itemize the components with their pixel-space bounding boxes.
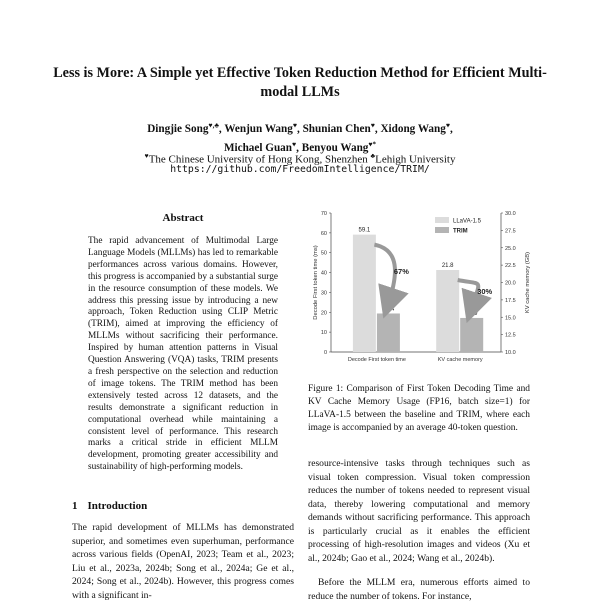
paper-title: Less is More: A Simple yet Effective Token Reduction Method for Efficient Multi-modal LLMs bbox=[53, 65, 547, 100]
figure-1-chart bbox=[305, 205, 537, 377]
bar bbox=[377, 313, 400, 352]
y-tick-label: 70 bbox=[320, 211, 327, 217]
bar bbox=[460, 318, 483, 352]
data-label: 19.4 bbox=[382, 306, 395, 313]
y2-tick-label: 22.5 bbox=[505, 263, 516, 270]
figure-caption: Figure 1: Comparison of First Token Decoding Time and KV Cache Memory Usage (FP16, batch size=1) for LLaVA-1.5 between the baseline and TRIM, where each image is accompanied by an average 40-token question. bbox=[308, 384, 530, 433]
author: Benyou Wang♥* bbox=[301, 140, 377, 154]
bar bbox=[436, 270, 459, 352]
y2-tick-label: 30.0 bbox=[505, 211, 516, 217]
author: Xidong Wang♥, bbox=[380, 121, 453, 135]
intro-paragraph: The rapid development of MLLMs has demonstrated superior, and sometimes even superhuman, performance across various fields (OpenAI, 2023; Team et al., 2023; Liu et al., 2023a, 2024b; Song et al., 2024a; Ge et al., 2024; Song et al., 2024b). However, this progress comes with a significant in- bbox=[72, 522, 294, 601]
y-tick-label: 40 bbox=[320, 270, 327, 277]
reduction-arrow bbox=[374, 245, 395, 304]
y-tick-label: 20 bbox=[320, 310, 327, 317]
y-tick-label: 30 bbox=[320, 290, 327, 297]
author: Michael Guan♥, bbox=[223, 140, 302, 154]
body-paragraph: resource-intensive tasks through techniques such as visual token compression. Visual token compression reduces the number of tokens needed to represent visual data, thereby lowering computational and memory demands without sacrificing performance. This approach is particularly crucial as it enables the efficient processing of high-resolution images and videos (Xu et al., 2024b; Gao et al., 2024; Wang et al., 2024b). bbox=[308, 458, 530, 564]
abstract-heading: Abstract bbox=[162, 212, 204, 224]
legend-label: LLaVA-1.5 bbox=[453, 218, 481, 225]
y2-tick-label: 25.0 bbox=[505, 245, 516, 252]
data-label: 21.8 bbox=[441, 262, 454, 269]
y-tick-label: 0 bbox=[323, 350, 327, 356]
reduction-annotation: 30% bbox=[477, 286, 493, 296]
author: Shunian Chen♥, bbox=[302, 121, 381, 135]
y2-axis-label: KV cache memory (GB) bbox=[525, 251, 531, 314]
x-tick-label: Decode First token time bbox=[347, 357, 406, 363]
legend-swatch bbox=[435, 217, 449, 223]
y2-tick-label: 17.5 bbox=[505, 297, 516, 304]
y-tick-label: 10 bbox=[320, 330, 327, 337]
y2-tick-label: 20.0 bbox=[505, 280, 516, 287]
author: Wenjun Wang♥, bbox=[224, 121, 303, 135]
abstract-body: The rapid advancement of Multimodal Large Language Models (MLLMs) has led to remarkable performances across various domains. However, this progress is accompanied by a substantial surge in the resource consumption of these models. We address this pressing issue by introducing a new approach, Token Reduction using CLIP Metric (TRIM), aimed at improving the efficiency of MLLMs without sacrificing their performance. Inspired by human attention patterns in Visual Question Answering (VQA) tasks, TRIM presents a fresh perspective on the selection and reduction of image tokens. The TRIM method has been extensively tested across 12 datasets, and the results demonstrate a significant reduction in computational overhead while maintaining a consistent level of performance. This research marks a critical stride in efficient MLLM development, promoting greater accessibility and sustainability of high-performing models. bbox=[88, 236, 278, 473]
legend-swatch bbox=[435, 227, 449, 233]
y-tick-label: 50 bbox=[320, 250, 327, 257]
author: Dingjie Song♥,♣, bbox=[147, 121, 225, 135]
y-tick-label: 60 bbox=[320, 230, 327, 237]
data-label: 14.9 bbox=[465, 310, 478, 317]
body-paragraph: Before the MLLM era, numerous efforts aimed to reduce the number of tokens. For instance, bbox=[308, 577, 530, 602]
y2-tick-label: 27.5 bbox=[505, 228, 516, 235]
y2-tick-label: 10.0 bbox=[505, 350, 516, 356]
y2-tick-label: 15.0 bbox=[505, 315, 516, 322]
bar bbox=[353, 235, 376, 352]
y-axis-label: Decode First token time (ms) bbox=[313, 245, 319, 320]
section-heading-introduction: 1 Introduction bbox=[72, 500, 148, 512]
data-label: 59.1 bbox=[358, 227, 371, 234]
y2-tick-label: 12.5 bbox=[505, 332, 516, 339]
affiliations: ♥The Chinese University of Hong Kong, Shenzhen ♣Lehigh University bbox=[144, 152, 456, 166]
reduction-arrow bbox=[458, 280, 479, 308]
repo-link[interactable]: https://github.com/FreedomIntelligence/TRIM/ bbox=[170, 164, 430, 175]
x-tick-label: KV cache memory bbox=[437, 357, 483, 363]
reduction-annotation: 67% bbox=[393, 267, 409, 277]
legend-label: TRIM bbox=[453, 228, 468, 235]
